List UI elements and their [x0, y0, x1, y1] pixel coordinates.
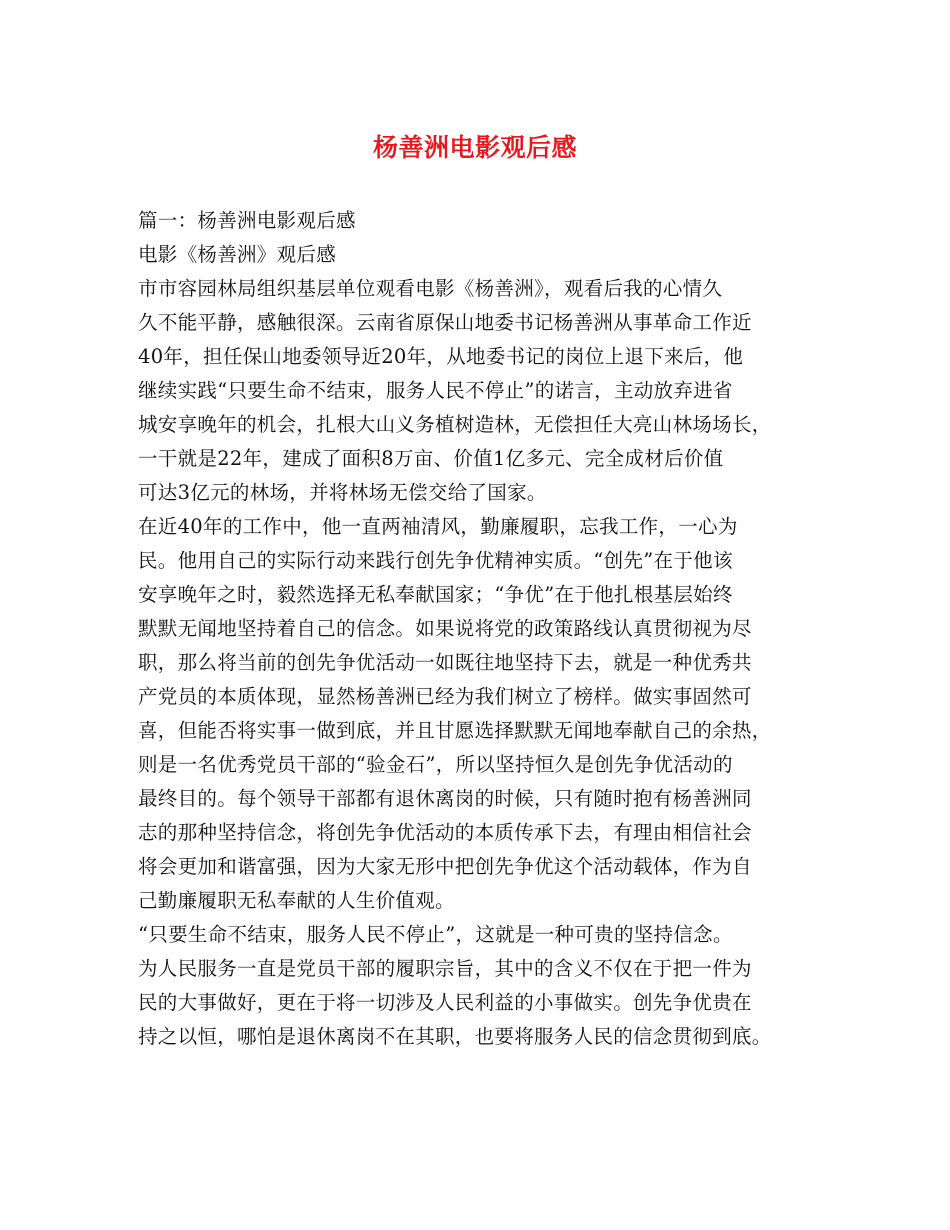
text-line: 最终目的。每个领导干部都有退休离岗的时候，只有随时抱有杨善洲同 [138, 787, 752, 810]
text-line: 40年，担任保山地委领导近20年，从地委书记的岗位上退下来后，他 [138, 345, 744, 368]
text-line: 可达3亿元的林场，并将林场无偿交给了国家。 [138, 481, 547, 504]
text-line: 在近40年的工作中，他一直两袖清风，勤廉履职，忘我工作，一心为 [138, 515, 738, 538]
text-line: “只要生命不结束，服务人民不停止”，这就是一种可贵的坚持信念。 [138, 923, 733, 946]
text-line: 则是一名优秀党员干部的“验金石”，所以坚持恒久是创先争优活动的 [138, 753, 733, 776]
document-body [138, 204, 828, 1054]
text-line: 电影《杨善洲》观后感 [138, 243, 337, 266]
text-line: 为人民服务一直是党员干部的履职宗旨，其中的含义不仅在于把一件为 [138, 957, 752, 980]
text-line: 产党员的本质体现，显然杨善洲已经为我们树立了榜样。做实事固然可 [138, 685, 752, 708]
text-line: 持之以恒，哪怕是退休离岗不在其职，也要将服务人民的信念贯彻到底。 [138, 1025, 772, 1048]
text-line: 将会更加和谐富强，因为大家无形中把创先争优这个活动载体，作为自 [138, 855, 752, 878]
text-line: 安享晚年之时，毅然选择无私奉献国家；“争优”在于他扎根基层始终 [138, 583, 733, 606]
text-line: 继续实践“只要生命不结束，服务人民不停止”的诺言，主动放弃进省 [138, 379, 733, 402]
document-title: 杨善洲电影观后感 [372, 133, 577, 162]
text-line: 久不能平静，感触很深。云南省原保山地委书记杨善洲从事革命工作近 [138, 311, 752, 334]
text-line: 喜，但能否将实事一做到底，并且甘愿选择默默无闻地奉献自己的余热， [138, 719, 772, 742]
text-line: 民的大事做好，更在于将一切涉及人民利益的小事做实。创先争优贵在 [138, 991, 752, 1014]
text-line: 职，那么将当前的创先争优活动一如既往地坚持下去，就是一种优秀共 [138, 651, 752, 674]
text-line: 市市容园林局组织基层单位观看电影《杨善洲》，观看后我的心情久 [138, 277, 723, 300]
text-line: 一干就是22年，建成了面积8万亩、价值1亿多元、完全成材后价值 [138, 447, 724, 470]
text-line: 志的那种坚持信念，将创先争优活动的本质传承下去，有理由相信社会 [138, 821, 752, 844]
text-line: 篇一：杨善洲电影观后感 [138, 209, 356, 232]
text-line: 民。他用自己的实际行动来践行创先争优精神实质。“创先”在于他该 [138, 549, 733, 572]
text-line: 默默无闻地坚持着自己的信念。如果说将党的政策路线认真贯彻视为尽 [138, 617, 752, 640]
text-line: 己勤廉履职无私奉献的人生价值观。 [138, 889, 455, 912]
text-line: 城安享晚年的机会，扎根大山义务植树造林，无偿担任大亮山林场场长， [138, 413, 772, 436]
